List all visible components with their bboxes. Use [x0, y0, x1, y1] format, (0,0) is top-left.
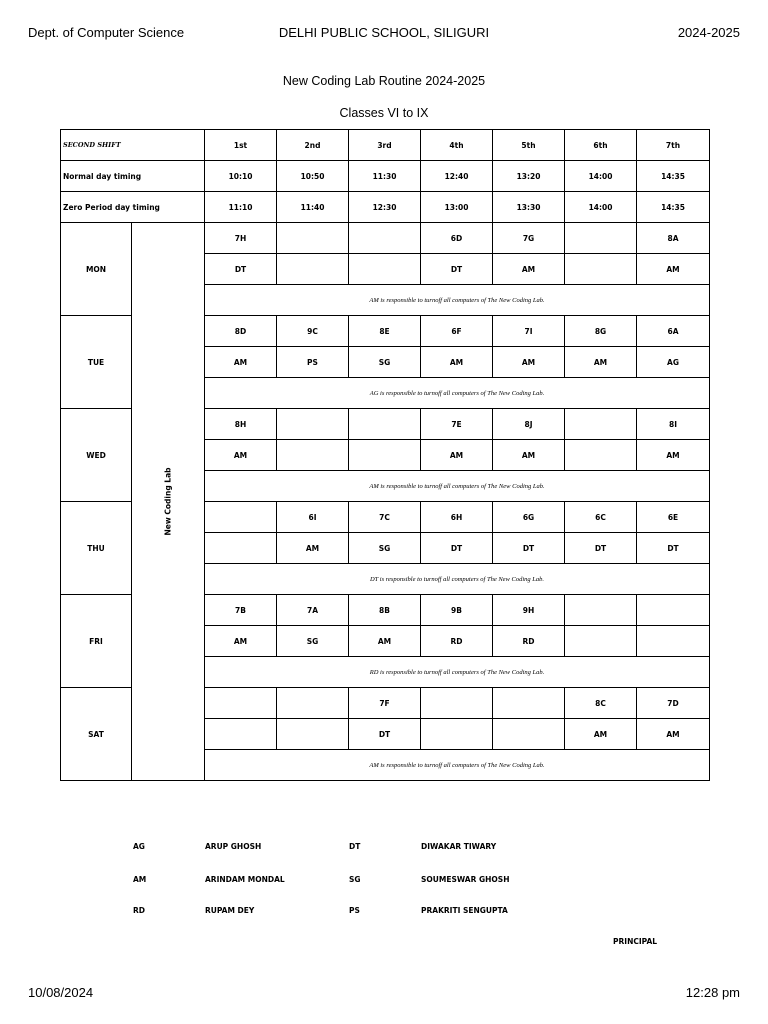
teacher-cell [205, 533, 277, 564]
class-row [61, 223, 710, 254]
class-cell [565, 595, 637, 626]
day-label: MON [61, 223, 132, 316]
period-header: 5th [493, 130, 565, 161]
class-cell: 8H [205, 409, 277, 440]
period-time: 13:00 [421, 192, 493, 223]
responsibility-note: AG is responsible to turnoff all computers of The New Coding Lab. [205, 378, 710, 409]
teacher-cell: AM [493, 347, 565, 378]
routine-table [60, 129, 710, 781]
class-cell: 6C [565, 502, 637, 533]
teacher-cell: AM [637, 440, 710, 471]
period-header: 7th [637, 130, 710, 161]
class-cell [205, 502, 277, 533]
class-cell: 9C [277, 316, 349, 347]
header-department: Dept. of Computer Science [28, 25, 185, 40]
responsibility-note: AM is responsible to turnoff all computers of The New Coding Lab. [205, 285, 710, 316]
class-cell: 7B [205, 595, 277, 626]
class-cell: 8J [493, 409, 565, 440]
class-cell: 8I [637, 409, 710, 440]
class-cell: 6F [421, 316, 493, 347]
legend-teacher-name: ARINDAM MONDAL [205, 875, 285, 884]
teacher-cell: AG [637, 347, 710, 378]
teacher-cell: DT [565, 533, 637, 564]
legend-teacher-name: PRAKRITI SENGUPTA [421, 906, 508, 915]
class-cell [565, 409, 637, 440]
legend-code: PS [349, 906, 360, 915]
class-cell [421, 688, 493, 719]
teacher-cell: AM [493, 254, 565, 285]
teacher-cell: AM [565, 719, 637, 750]
period-time: 10:10 [205, 161, 277, 192]
legend-code: RD [133, 906, 146, 915]
period-time: 13:20 [493, 161, 565, 192]
legend-code: AG [133, 842, 145, 851]
teacher-cell: DT [421, 533, 493, 564]
shift-label: SECOND SHIFT [61, 130, 205, 161]
class-cell: 8B [349, 595, 421, 626]
legend-code: DT [349, 842, 361, 851]
timing-label: Normal day timing [61, 161, 205, 192]
header-school-name: DELHI PUBLIC SCHOOL, SILIGURI [278, 25, 490, 40]
class-cell: 8D [205, 316, 277, 347]
teacher-cell [637, 626, 710, 657]
class-cell [205, 688, 277, 719]
teacher-cell: AM [637, 719, 710, 750]
teacher-cell [565, 254, 637, 285]
teacher-cell: AM [349, 626, 421, 657]
period-time: 12:40 [421, 161, 493, 192]
class-cell: 6D [421, 223, 493, 254]
teacher-cell: AM [565, 347, 637, 378]
header-session: 2024-2025 [677, 25, 740, 40]
lab-label-cell [132, 223, 205, 781]
day-label: FRI [61, 595, 132, 688]
class-cell: 6E [637, 502, 710, 533]
teacher-cell: AM [205, 626, 277, 657]
teacher-cell [349, 440, 421, 471]
responsibility-note: AM is responsible to turnoff all computers of The New Coding Lab. [205, 750, 710, 781]
class-cell [349, 223, 421, 254]
legend-code: AM [133, 875, 147, 884]
day-label: TUE [61, 316, 132, 409]
period-time: 14:00 [565, 192, 637, 223]
teacher-cell: AM [421, 347, 493, 378]
period-time: 10:50 [277, 161, 349, 192]
period-time: 14:35 [637, 192, 710, 223]
teacher-cell: DT [493, 533, 565, 564]
class-cell: 7A [277, 595, 349, 626]
teacher-cell: DT [637, 533, 710, 564]
footer-date: 10/08/2024 [28, 985, 94, 1000]
period-time: 11:10 [205, 192, 277, 223]
legend-teacher-name: DIWAKAR TIWARY [421, 842, 497, 851]
legend-code: SG [349, 875, 361, 884]
period-time: 14:00 [565, 161, 637, 192]
teacher-cell [277, 719, 349, 750]
class-cell: 7I [493, 316, 565, 347]
period-header: 6th [565, 130, 637, 161]
teacher-cell [205, 719, 277, 750]
class-cell: 7D [637, 688, 710, 719]
class-cell [277, 409, 349, 440]
teacher-cell: SG [277, 626, 349, 657]
class-cell: 8G [565, 316, 637, 347]
period-time: 11:30 [349, 161, 421, 192]
teacher-cell [421, 719, 493, 750]
legend-teacher-name: ARUP GHOSH [205, 842, 262, 851]
responsibility-note: RD is responsible to turnoff all computers of The New Coding Lab. [205, 657, 710, 688]
legend-teacher-name: SOUMESWAR GHOSH [421, 875, 510, 884]
period-time: 12:30 [349, 192, 421, 223]
teacher-cell [277, 254, 349, 285]
document-title: New Coding Lab Routine 2024-2025 [282, 74, 486, 88]
teacher-cell: SG [349, 533, 421, 564]
class-cell: 9H [493, 595, 565, 626]
teacher-cell: PS [277, 347, 349, 378]
class-cell: 7G [493, 223, 565, 254]
period-time: 11:40 [277, 192, 349, 223]
responsibility-note: AM is responsible to turnoff all computers of The New Coding Lab. [205, 471, 710, 502]
teacher-cell: AM [637, 254, 710, 285]
period-header: 4th [421, 130, 493, 161]
principal-signature-label: PRINCIPAL [613, 937, 658, 946]
teacher-cell: DT [205, 254, 277, 285]
footer-time: 12:28 pm [685, 985, 740, 1000]
teacher-cell [277, 440, 349, 471]
class-cell [277, 223, 349, 254]
timing-row [61, 192, 710, 223]
day-label: SAT [61, 688, 132, 781]
document-subtitle: Classes VI to IX [339, 106, 429, 120]
teacher-cell: AM [205, 347, 277, 378]
teacher-cell: DT [349, 719, 421, 750]
class-cell [493, 688, 565, 719]
class-cell: 6G [493, 502, 565, 533]
day-label: WED [61, 409, 132, 502]
class-cell: 6A [637, 316, 710, 347]
class-cell [349, 409, 421, 440]
timing-row [61, 161, 710, 192]
teacher-cell: AM [205, 440, 277, 471]
class-cell: 7C [349, 502, 421, 533]
lab-label: New Coding Lab [163, 467, 173, 536]
class-cell: 6H [421, 502, 493, 533]
class-cell: 8C [565, 688, 637, 719]
class-cell: 6I [277, 502, 349, 533]
teacher-cell: AM [277, 533, 349, 564]
teacher-cell [493, 719, 565, 750]
class-cell: 7F [349, 688, 421, 719]
class-cell [637, 595, 710, 626]
class-cell: 8A [637, 223, 710, 254]
class-cell: 9B [421, 595, 493, 626]
period-header: 3rd [349, 130, 421, 161]
class-cell: 7E [421, 409, 493, 440]
period-header-row [61, 130, 710, 161]
teacher-cell: SG [349, 347, 421, 378]
teacher-cell [565, 626, 637, 657]
day-label: THU [61, 502, 132, 595]
teacher-cell: AM [493, 440, 565, 471]
teacher-cell: AM [421, 440, 493, 471]
period-time: 13:30 [493, 192, 565, 223]
teacher-cell: RD [421, 626, 493, 657]
teacher-cell [349, 254, 421, 285]
responsibility-note: DT is responsible to turnoff all computers of The New Coding Lab. [205, 564, 710, 595]
class-cell [565, 223, 637, 254]
teacher-cell: DT [421, 254, 493, 285]
class-cell [277, 688, 349, 719]
teacher-cell [565, 440, 637, 471]
period-header: 1st [205, 130, 277, 161]
timing-label: Zero Period day timing [61, 192, 205, 223]
class-cell: 7H [205, 223, 277, 254]
period-header: 2nd [277, 130, 349, 161]
teacher-cell: RD [493, 626, 565, 657]
class-cell: 8E [349, 316, 421, 347]
period-time: 14:35 [637, 161, 710, 192]
legend-teacher-name: RUPAM DEY [205, 906, 255, 915]
